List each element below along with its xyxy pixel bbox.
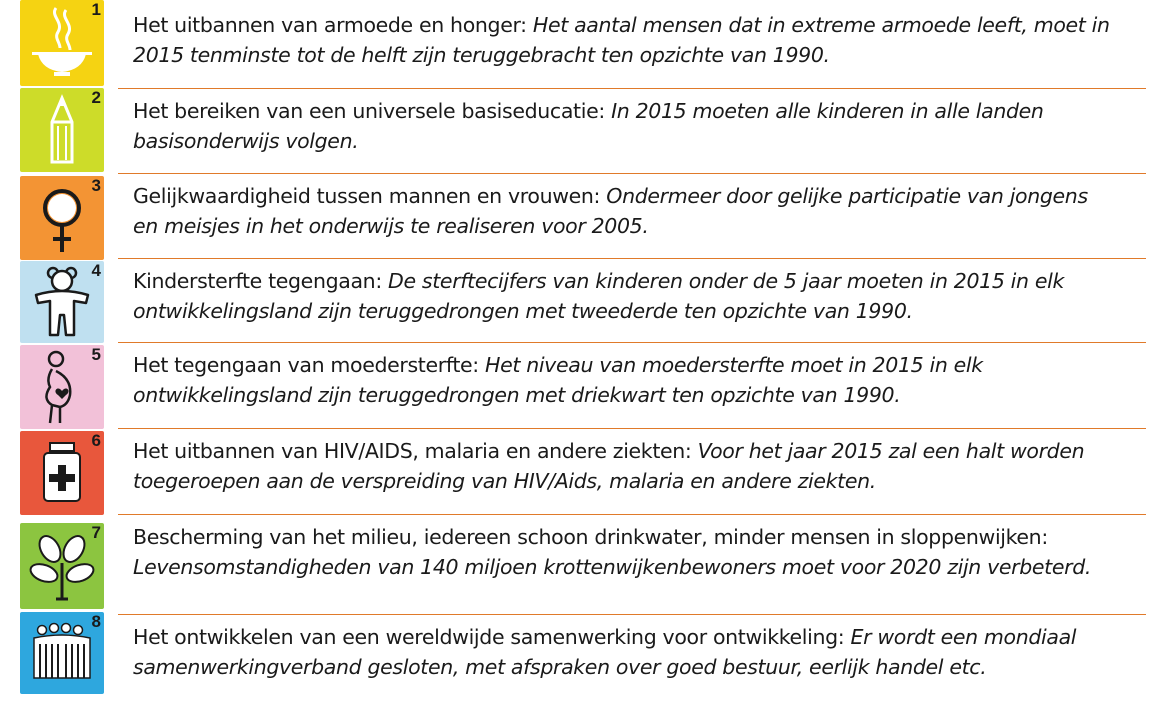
goal-description: De sterftecijfers van kinderen onder de 5 jaar moeten in 2015 in elk <box>388 269 1064 293</box>
goal-number: 8 <box>91 612 101 631</box>
goal-description: Het aantal mensen dat in extreme armoede leeft, moet in <box>532 13 1110 37</box>
goal-4 <box>0 259 1170 343</box>
goal-5-tile <box>20 345 104 429</box>
goal-description: 2015 tenminste tot de helft zijn teruggebracht ten opzichte van 1990. <box>133 43 830 67</box>
goal-description: toegeroepen aan de verspreiding van HIV/Aids, malaria en andere ziekten. <box>133 469 876 493</box>
goal-number: 4 <box>91 261 101 280</box>
goal-number: 1 <box>91 0 101 19</box>
goal-2-tile <box>20 88 104 172</box>
goal-6 <box>0 429 1170 515</box>
goal-description: Het niveau van moedersterfte moet in 2015 in elk <box>485 353 983 377</box>
goal-5 <box>0 343 1170 429</box>
goal-number: 3 <box>91 176 101 195</box>
goal-title: Het tegengaan van moedersterfte: <box>133 353 486 377</box>
goal-text <box>133 522 1143 582</box>
goal-description: Er wordt een mondiaal <box>850 625 1077 649</box>
goal-number: 6 <box>91 431 101 450</box>
goal-description: ontwikkelingsland zijn teruggedrongen met tweederde ten opzichte van 1990. <box>133 299 913 323</box>
goal-title: Kindersterfte tegengaan: <box>133 269 389 293</box>
goal-number: 2 <box>91 88 101 107</box>
goal-2 <box>0 88 1170 174</box>
goal-title: Het uitbannen van armoede en honger: <box>133 13 533 37</box>
goal-text <box>133 266 1143 326</box>
goal-title: Het bereiken van een universele basiseducatie: <box>133 99 612 123</box>
goal-6-tile <box>20 431 104 515</box>
goal-description: samenwerkingverband gesloten, met afspraken over goed bestuur, eerlijk handel etc. <box>133 655 987 679</box>
goal-8-tile <box>20 612 104 694</box>
goal-3 <box>0 174 1170 260</box>
goal-1-tile <box>20 0 104 86</box>
goal-description: In 2015 moeten alle kinderen in alle landen <box>611 99 1044 123</box>
goal-1 <box>0 0 1170 88</box>
goal-description: Levensomstandigheden van 140 miljoen krottenwijkenbewoners moet voor 2020 zijn verbeterd. <box>133 555 1092 579</box>
goal-3-tile <box>20 176 104 260</box>
goal-text <box>133 96 1143 156</box>
goal-4-tile <box>20 261 104 343</box>
goal-text <box>133 10 1143 70</box>
goal-text <box>133 181 1143 241</box>
goal-description: basisonderwijs volgen. <box>133 129 359 153</box>
goal-title: Het ontwikkelen van een wereldwijde samenwerking voor ontwikkeling: <box>133 625 851 649</box>
goal-description: en meisjes in het onderwijs te realiseren voor 2005. <box>133 214 649 238</box>
goal-text <box>133 622 1143 682</box>
goal-title: Gelijkwaardigheid tussen mannen en vrouwen: <box>133 184 607 208</box>
goal-description: Voor het jaar 2015 zal een halt worden <box>697 439 1085 463</box>
goal-7-tile <box>20 523 104 609</box>
goal-title: Het uitbannen van HIV/AIDS, malaria en andere ziekten: <box>133 439 698 463</box>
goal-number: 7 <box>91 523 101 542</box>
goal-text <box>133 350 1143 410</box>
goal-8 <box>0 612 1170 704</box>
goal-number: 5 <box>91 345 101 364</box>
goal-title: Bescherming van het milieu, iedereen schoon drinkwater, minder mensen in sloppenwijken: <box>133 525 1048 549</box>
goal-description: ontwikkelingsland zijn teruggedrongen met driekwart ten opzichte van 1990. <box>133 383 901 407</box>
goal-7 <box>0 515 1170 611</box>
goal-description: Ondermeer door gelijke participatie van jongens <box>606 184 1088 208</box>
goal-text <box>133 436 1143 496</box>
